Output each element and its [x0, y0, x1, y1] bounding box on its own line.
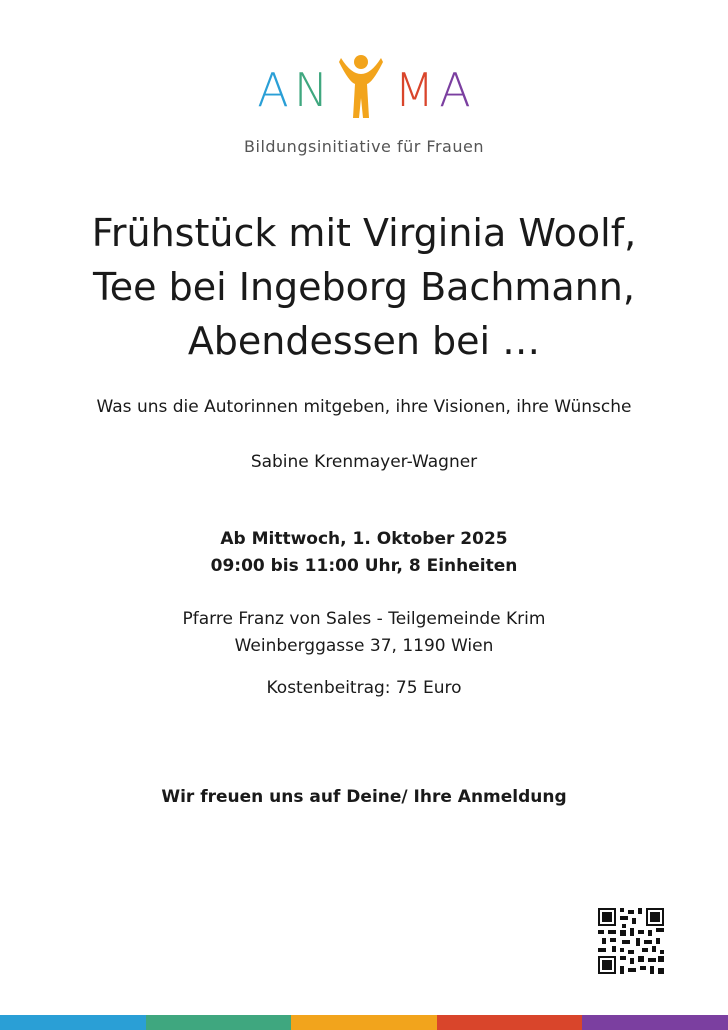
- event-author: Sabine Krenmayer-Wagner: [250, 452, 478, 472]
- title-line-1: Frühstück mit Virginia Woolf,: [91, 211, 637, 255]
- logo-letter-a2: A: [439, 63, 471, 117]
- title-line-3: Abendessen bei …: [187, 319, 541, 363]
- event-time: 09:00 bis 11:00 Uhr, 8 Einheiten: [210, 556, 518, 576]
- footer-color-segment: [146, 1015, 292, 1030]
- logo-letter-n: N: [293, 63, 329, 117]
- registration-call-to-action: Wir freuen uns auf Deine/ Ihre Anmeldung: [161, 787, 567, 807]
- logo-letter-a1: A: [257, 63, 289, 117]
- title-line-2: Tee bei Ingeborg Bachmann,: [93, 265, 635, 309]
- logo-letter-m: M: [394, 63, 435, 117]
- footer-color-segment: [582, 1015, 728, 1030]
- footer-color-segment: [437, 1015, 583, 1030]
- page-title: [20, 206, 708, 368]
- footer-color-segment: [291, 1015, 437, 1030]
- person-figure-icon: [337, 52, 385, 122]
- location-line-2: Weinberggasse 37, 1190 Wien: [234, 636, 494, 656]
- qr-code-icon[interactable]: [598, 908, 664, 974]
- event-location: [0, 606, 728, 660]
- event-datetime: [0, 526, 728, 580]
- event-cost: Kostenbeitrag: 75 Euro: [266, 678, 462, 698]
- anima-logo: [0, 60, 728, 122]
- location-line-1: Pfarre Franz von Sales - Teilgemeinde Krim: [182, 609, 546, 629]
- footer-color-bar: [0, 1015, 728, 1030]
- logo-subtitle: Bildungsinitiative für Frauen: [244, 137, 484, 156]
- event-date: Ab Mittwoch, 1. Oktober 2025: [220, 529, 508, 549]
- event-tagline: Was uns die Autorinnen mitgeben, ihre Visionen, ihre Wünsche: [96, 397, 632, 417]
- footer-color-segment: [0, 1015, 146, 1030]
